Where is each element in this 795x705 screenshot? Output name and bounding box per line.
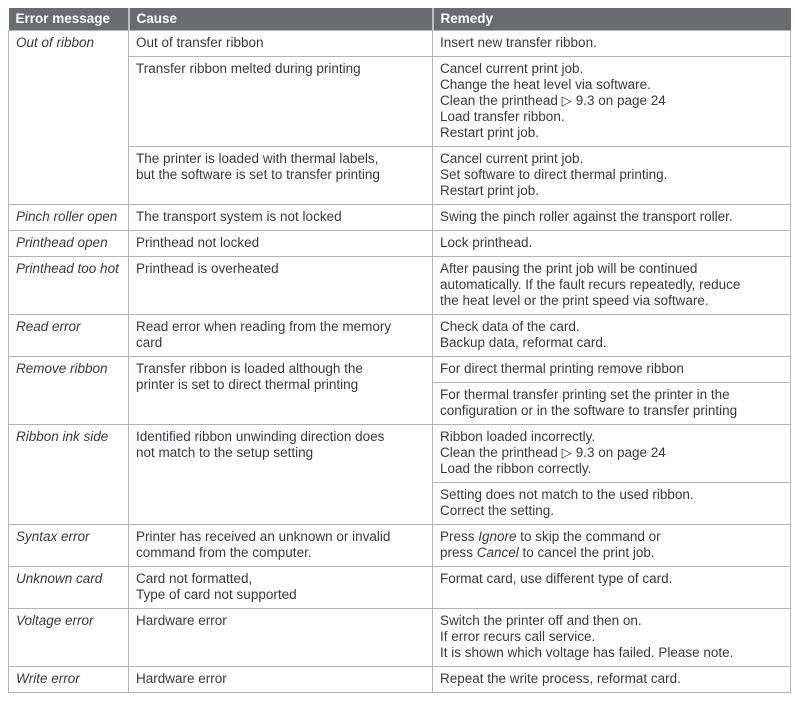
remedy-cell: Check data of the card. Backup data, reformat card.	[433, 315, 791, 357]
cause-cell: Printhead not locked	[129, 231, 433, 257]
error-message-cell: Printhead open	[9, 231, 129, 257]
table-row	[9, 425, 791, 483]
remedy-cell: Setting does not match to the used ribbon. Correct the setting.	[433, 483, 791, 525]
table-body	[9, 31, 791, 693]
table-row	[9, 667, 791, 693]
remedy-cell: For thermal transfer printing set the printer in the configuration or in the software to transfer printing	[433, 383, 791, 425]
cause-cell: Printer has received an unknown or invalid command from the computer.	[129, 525, 433, 567]
emphasized-term: Ignore	[478, 529, 517, 544]
error-message-cell: Read error	[9, 315, 129, 357]
error-message-cell: Printhead too hot	[9, 257, 129, 315]
header-row	[9, 8, 791, 31]
table-row	[9, 315, 791, 357]
remedy-cell: Format card, use different type of card.	[433, 567, 791, 609]
table-row	[9, 525, 791, 567]
cause-cell: Printhead is overheated	[129, 257, 433, 315]
remedy-cell: Cancel current print job. Change the heat level via software. Clean the printhead ▷ 9.3 on page 24 Load transfer ribbon. Restart print job.	[433, 57, 791, 147]
cause-cell: Hardware error	[129, 609, 433, 667]
remedy-cell: After pausing the print job will be continued automatically. If the fault recurs repeatedly, reduce the heat level or the print speed via software.	[433, 257, 791, 315]
error-message-cell: Pinch roller open	[9, 205, 129, 231]
error-table	[8, 8, 791, 693]
cause-cell: Transfer ribbon is loaded although the printer is set to direct thermal printing	[129, 357, 433, 425]
error-message-cell: Write error	[9, 667, 129, 693]
table-row	[9, 609, 791, 667]
remedy-cell: For direct thermal printing remove ribbon	[433, 357, 791, 383]
remedy-cell: Ribbon loaded incorrectly. Clean the printhead ▷ 9.3 on page 24 Load the ribbon correctly.	[433, 425, 791, 483]
error-message-cell: Remove ribbon	[9, 357, 129, 425]
error-message-cell: Voltage error	[9, 609, 129, 667]
emphasized-term: Cancel	[476, 545, 519, 560]
header-error-message: Error message	[9, 8, 129, 31]
remedy-cell: Lock printhead.	[433, 231, 791, 257]
cause-cell: Card not formatted, Type of card not supported	[129, 567, 433, 609]
cause-cell: Transfer ribbon melted during printing	[129, 57, 433, 147]
header-cause: Cause	[129, 8, 433, 31]
cause-cell: The printer is loaded with thermal labels, but the software is set to transfer printing	[129, 147, 433, 205]
error-message-cell: Out of ribbon	[9, 31, 129, 205]
remedy-cell: Press Ignore to skip the command or press Cancel to cancel the print job.	[433, 525, 791, 567]
remedy-cell: Switch the printer off and then on. If error recurs call service. It is shown which voltage has failed. Please note.	[433, 609, 791, 667]
remedy-cell: Repeat the write process, reformat card.	[433, 667, 791, 693]
error-message-cell: Unknown card	[9, 567, 129, 609]
table-row	[9, 231, 791, 257]
table-row	[9, 31, 791, 57]
cause-cell: Out of transfer ribbon	[129, 31, 433, 57]
cause-cell: Hardware error	[129, 667, 433, 693]
error-table-header	[9, 8, 791, 31]
cause-cell: The transport system is not locked	[129, 205, 433, 231]
error-message-cell: Ribbon ink side	[9, 425, 129, 525]
remedy-cell: Cancel current print job. Set software to direct thermal printing. Restart print job.	[433, 147, 791, 205]
error-message-cell: Syntax error	[9, 525, 129, 567]
header-remedy: Remedy	[433, 8, 791, 31]
table-row	[9, 567, 791, 609]
table-row	[9, 357, 791, 383]
table-row	[9, 257, 791, 315]
cause-cell: Identified ribbon unwinding direction does not match to the setup setting	[129, 425, 433, 525]
cause-cell: Read error when reading from the memory card	[129, 315, 433, 357]
remedy-cell: Insert new transfer ribbon.	[433, 31, 791, 57]
table-row	[9, 205, 791, 231]
remedy-cell: Swing the pinch roller against the transport roller.	[433, 205, 791, 231]
